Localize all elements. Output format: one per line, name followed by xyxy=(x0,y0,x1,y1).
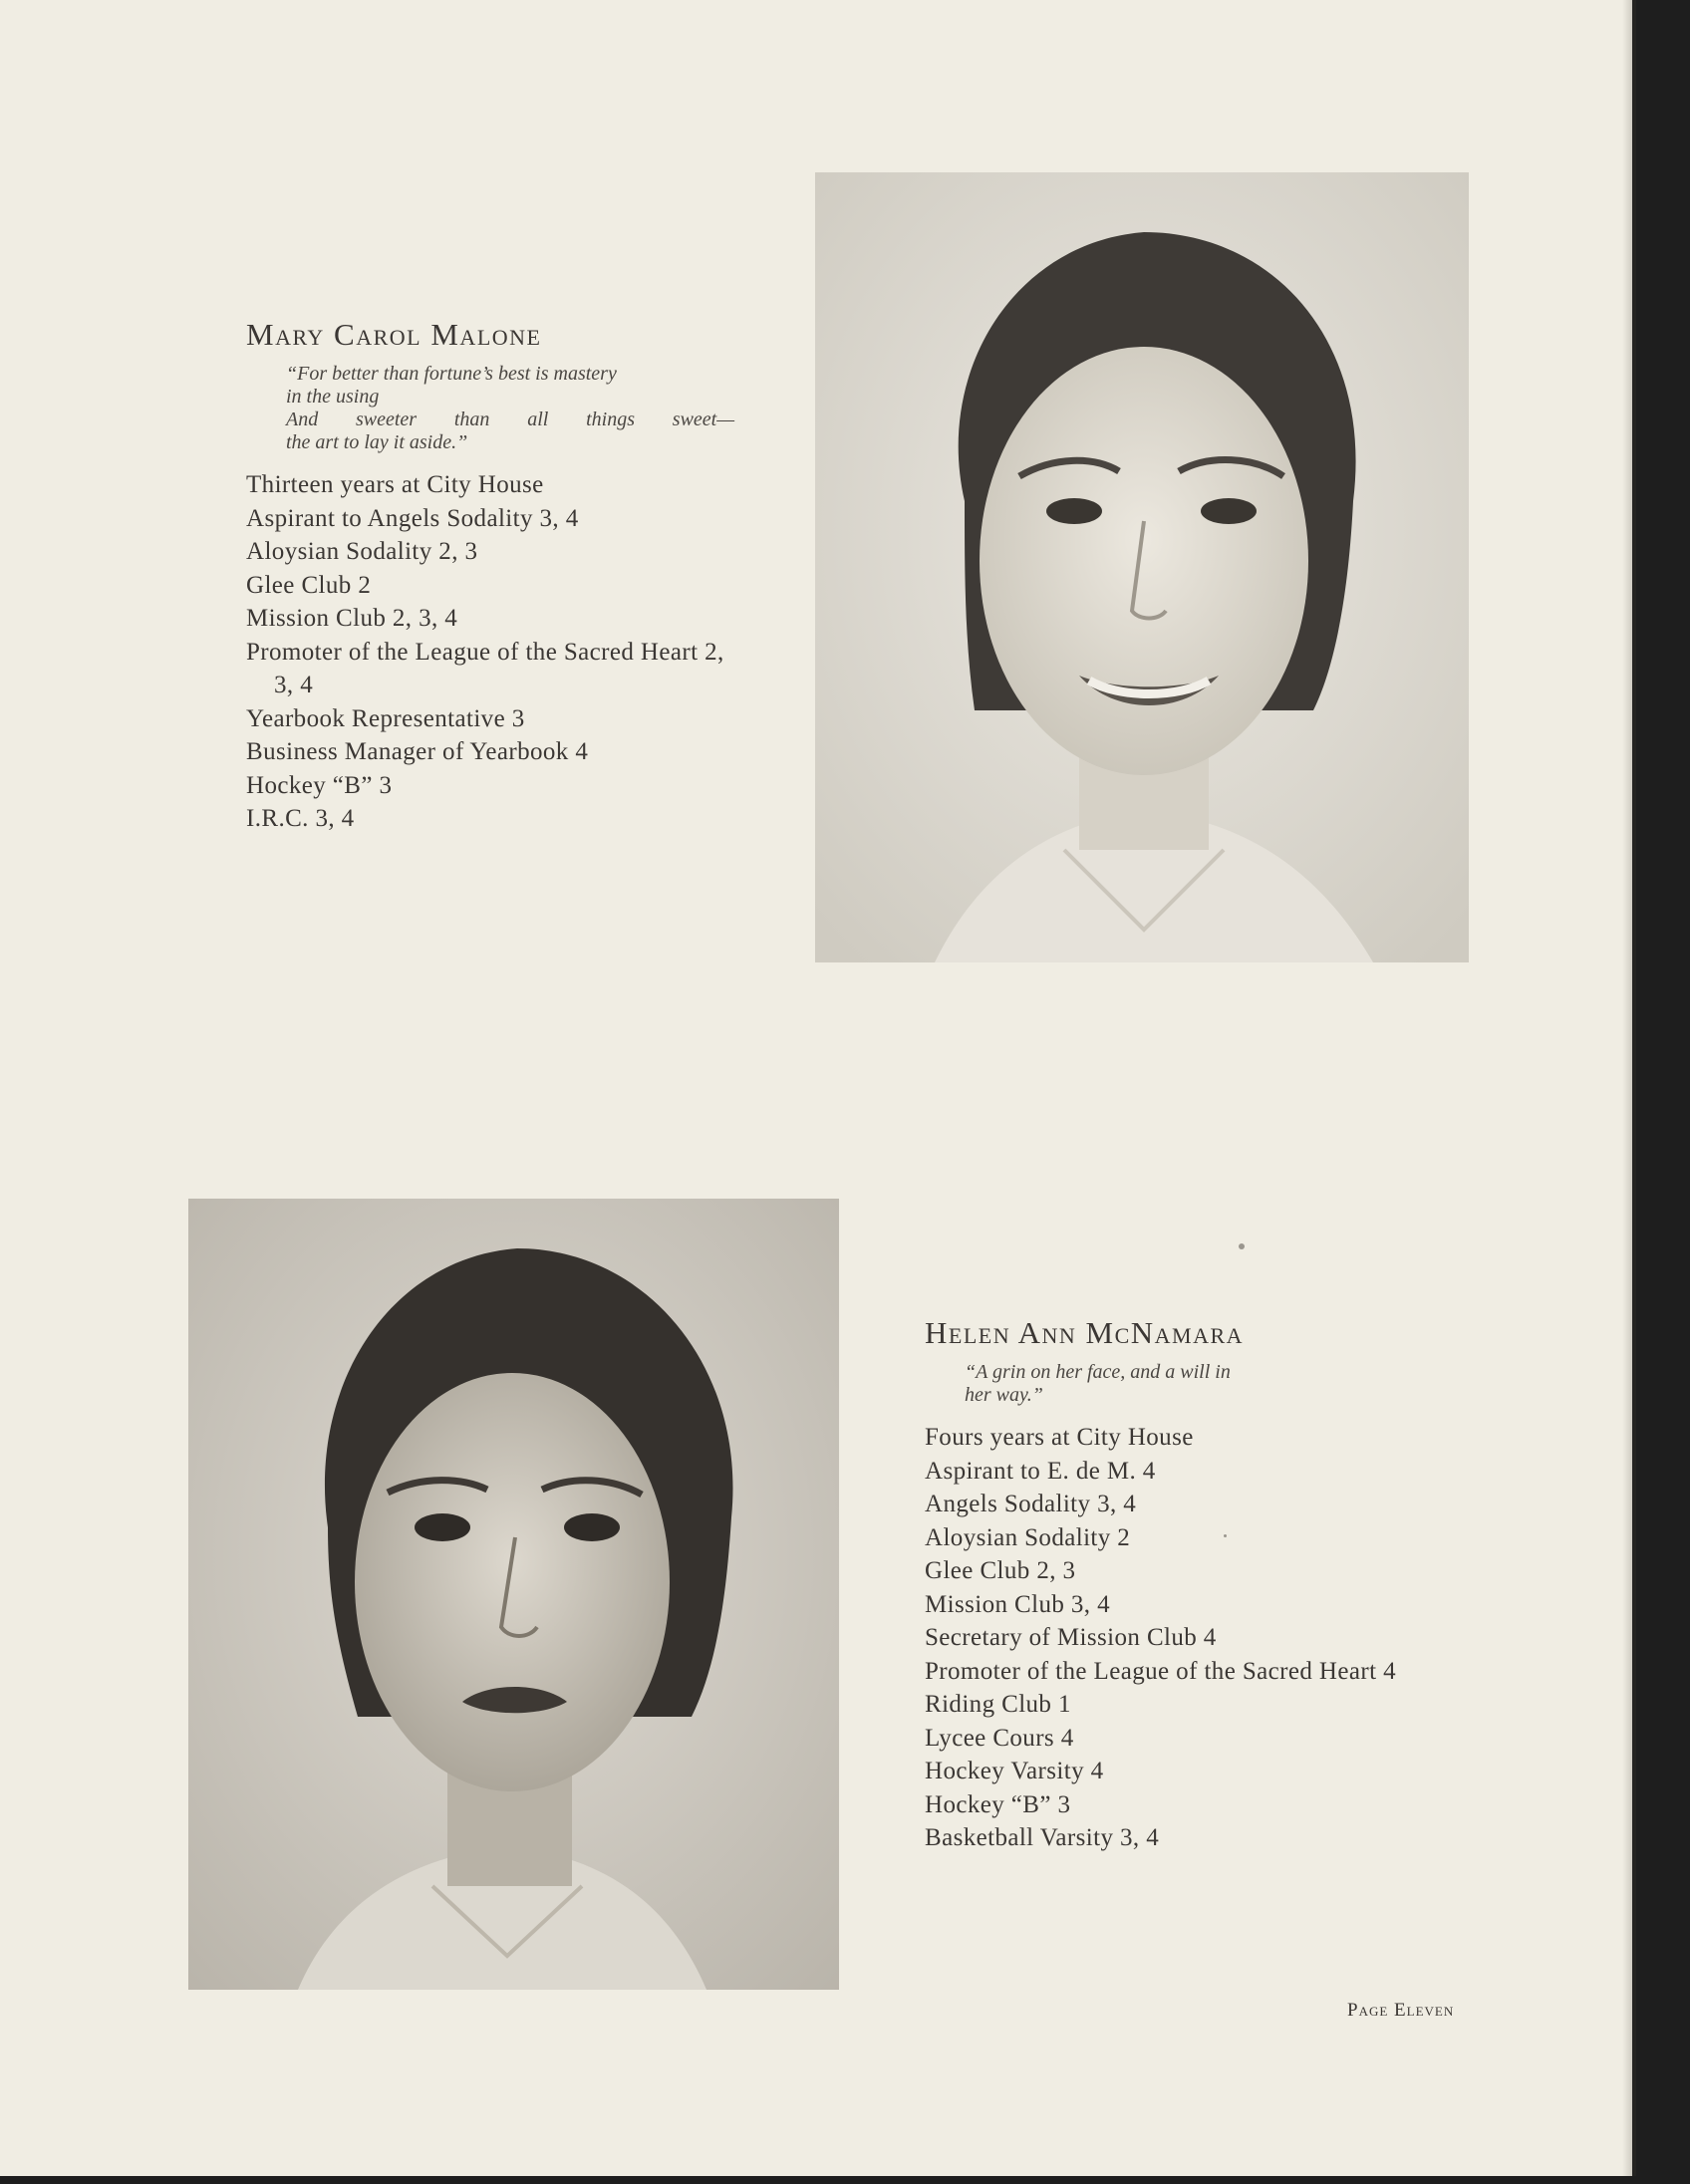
activity-item: Fours years at City House xyxy=(925,1424,1194,1451)
quote-line: her way.” xyxy=(965,1384,1043,1406)
activity-item: Yearbook Representative 3 xyxy=(246,704,525,732)
quote-line: “A grin on her face, and a will in xyxy=(965,1361,1231,1383)
activity-item: Angels Sodality 3, 4 xyxy=(925,1491,1137,1517)
paper-speck xyxy=(1239,1243,1245,1249)
activity-item: Hockey Varsity 4 xyxy=(925,1758,1104,1784)
quote-line: “For better than fortune’s best is mastery xyxy=(286,363,617,385)
activity-item: Hockey “B” 3 xyxy=(925,1790,1071,1818)
activity-item: Basketball Varsity 3, 4 xyxy=(925,1824,1160,1851)
activity-item: Promoter of the League of the Sacred Heart 2, 3, 4 xyxy=(246,638,724,698)
activity-item: Thirteen years at City House xyxy=(246,471,544,498)
activity-item: Aspirant to Angels Sodality 3, 4 xyxy=(246,504,579,532)
activity-item: I.R.C. 3, 4 xyxy=(246,805,355,832)
activity-item: Aspirant to E. de M. 4 xyxy=(925,1457,1156,1485)
student-name: Helen Ann McNamara xyxy=(925,1315,1245,1350)
activity-item: Mission Club 2, 3, 4 xyxy=(246,605,458,632)
page-edge-shadow xyxy=(1622,0,1636,2176)
student-name: Mary Carol Malone xyxy=(246,317,542,352)
activity-item: Riding Club 1 xyxy=(925,1691,1071,1718)
quote-line: the art to lay it aside.” xyxy=(286,431,468,453)
activity-item: Aloysian Sodality 2, 3 xyxy=(246,538,478,565)
activity-item: Mission Club 3, 4 xyxy=(925,1590,1110,1618)
senior-quote xyxy=(965,1361,1423,1407)
activity-item: Hockey “B” 3 xyxy=(246,771,393,799)
activity-item: Lycee Cours 4 xyxy=(925,1724,1074,1752)
portrait-photo-helen-ann-mcnamara xyxy=(188,1199,839,1990)
activity-item: Secretary of Mission Club 4 xyxy=(925,1624,1217,1651)
activity-item: Glee Club 2 xyxy=(246,571,372,599)
entry-helen-ann-mcnamara xyxy=(925,1315,1423,1855)
activity-list xyxy=(925,1421,1423,1855)
senior-quote xyxy=(286,363,734,454)
portrait-photo-mary-carol-malone xyxy=(815,172,1469,962)
page-number: Page Eleven xyxy=(1347,2000,1455,2021)
activity-item: Business Manager of Yearbook 4 xyxy=(246,738,589,765)
entry-mary-carol-malone xyxy=(246,317,734,836)
quote-line: And sweeter than all things sweet— xyxy=(286,409,734,430)
activity-item: Glee Club 2, 3 xyxy=(925,1557,1076,1584)
quote-line: in the using xyxy=(286,386,380,408)
paper-speck xyxy=(1224,1534,1227,1537)
activity-item: Aloysian Sodality 2 xyxy=(925,1523,1131,1551)
activity-list xyxy=(246,468,734,836)
activity-item: Promoter of the League of the Sacred Heart 4 xyxy=(925,1657,1396,1685)
